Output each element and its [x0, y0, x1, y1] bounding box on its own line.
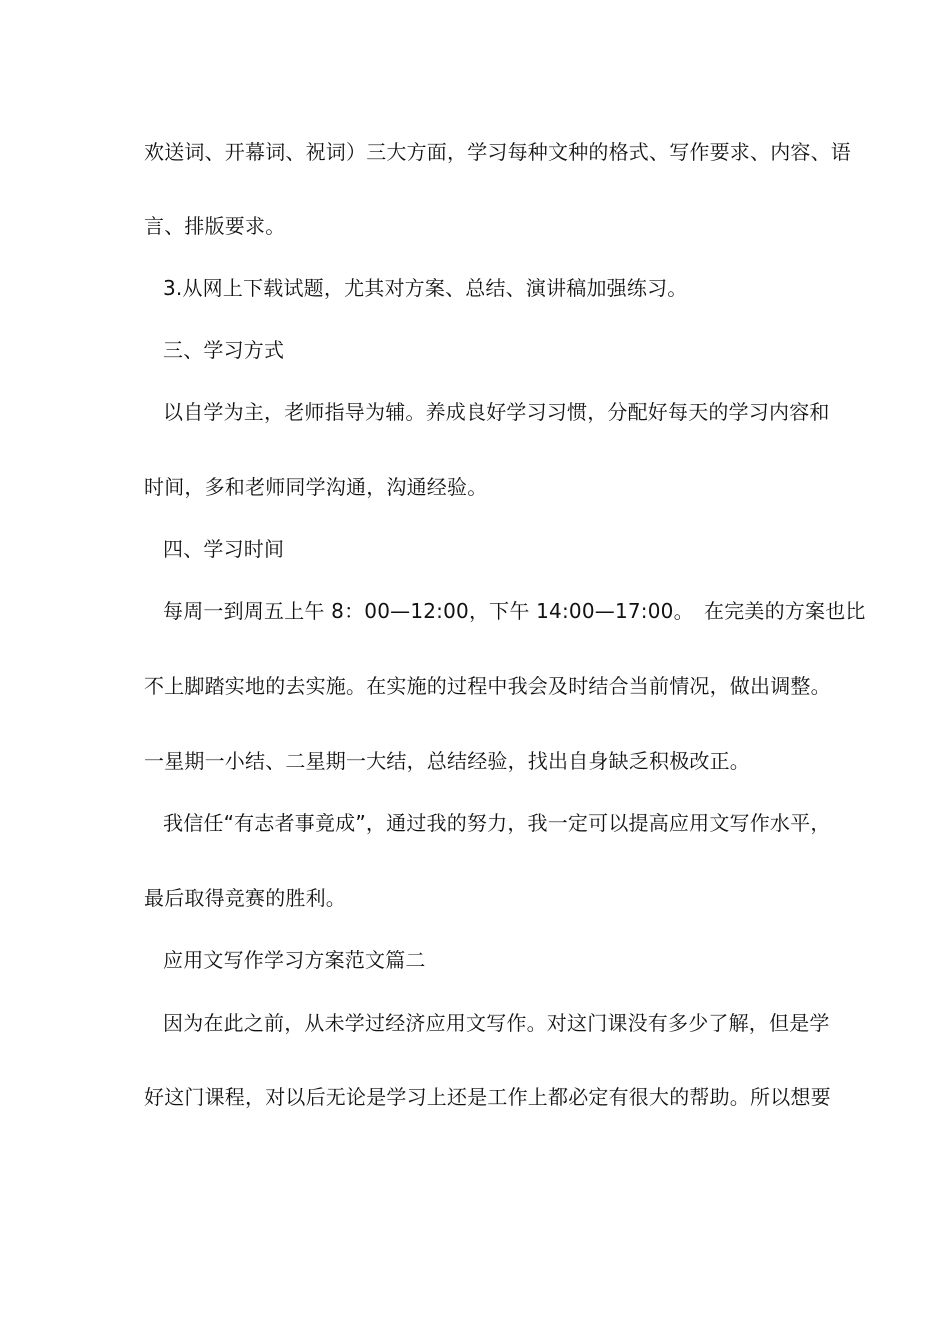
- text-line: 3.从网上下载试题，尤其对方案、总结、演讲稿加强练习。: [163, 276, 688, 300]
- text-line: 最后取得竞赛的胜利。: [144, 886, 346, 910]
- text-line: 言、排版要求。: [144, 214, 286, 238]
- section-heading: 四、学习时间: [163, 537, 285, 561]
- text-line: 好这门课程，对以后无论是学习上还是工作上都必定有很大的帮助。所以想要: [144, 1085, 831, 1109]
- text-line: 时间，多和老师同学沟通，沟通经验。: [144, 475, 488, 499]
- text-line: 一星期一小结、二星期一大结，总结经验，找出自身缺乏积极改正。: [144, 749, 750, 773]
- section-heading: 应用文写作学习方案范文篇二: [163, 948, 426, 972]
- text-line: 每周一到周五上午 8：00—12:00，下午 14:00—17:00。 在完美的方案也比: [163, 599, 866, 623]
- section-heading: 三、学习方式: [163, 338, 285, 362]
- text-line: 因为在此之前，从未学过经济应用文写作。对这门课没有多少了解，但是学: [163, 1011, 830, 1035]
- text-line: 欢送词、开幕词、祝词）三大方面，学习每种文种的格式、写作要求、内容、语: [144, 140, 851, 164]
- text-line: 我信任“有志者事竟成”，通过我的努力，我一定可以提高应用文写作水平，: [163, 811, 831, 835]
- text-line: 不上脚踏实地的去实施。在实施的过程中我会及时结合当前情况，做出调整。: [144, 674, 831, 698]
- text-line: 以自学为主，老师指导为辅。养成良好学习习惯，分配好每天的学习内容和: [163, 400, 830, 424]
